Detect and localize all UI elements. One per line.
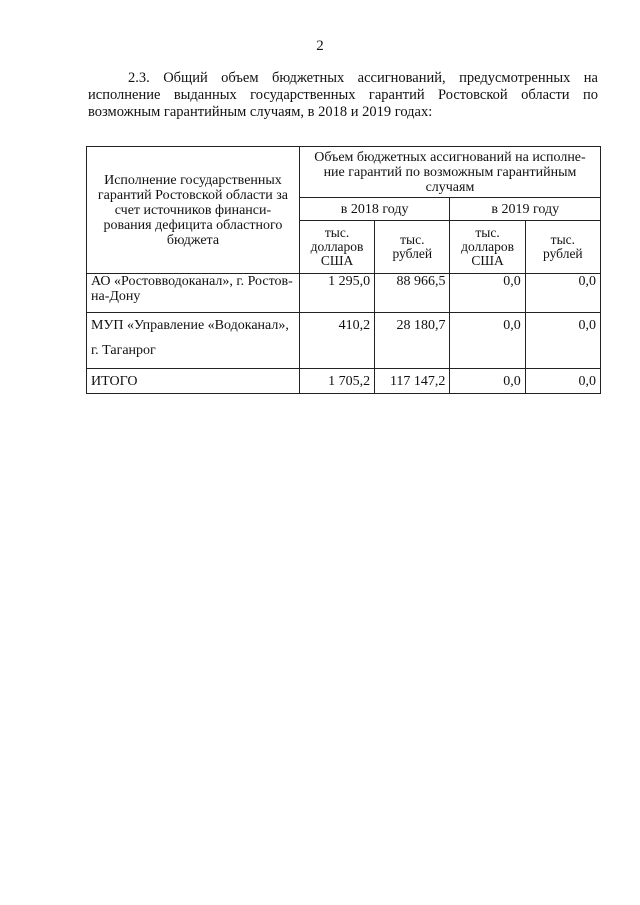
value-cell: 117 147,2 — [375, 369, 450, 394]
header-year-2019: в 2019 году — [450, 198, 601, 221]
intro-paragraph: 2.3. Общий объем бюджетных ассигнований, предусмотренных на исполнение выданных государственных гарантий Ростовской области по возможным гарантийным случаям, в 2018 и 2019 годах: — [88, 70, 598, 120]
value-cell: 0,0 — [525, 274, 600, 313]
table-row — [87, 313, 601, 369]
row-label-cell: АО «Ростовводоканал», г. Ростов-на-Дону — [87, 274, 300, 313]
header-label-cell: Исполнение государственных гарантий Ростовской области за счет источников финанси-рования дефицита областного бюджета — [87, 147, 300, 274]
header-unit-cell: тыс. долларов США — [450, 221, 525, 274]
page-number: 2 — [316, 38, 324, 54]
value-cell: 28 180,7 — [375, 313, 450, 369]
value-cell: 0,0 — [450, 274, 525, 313]
header-year-2018: в 2018 году — [299, 198, 450, 221]
header-top-cell: Объем бюджетных ассигнований на исполне-ние гарантий по возможным гарантийным случаям — [299, 147, 600, 198]
value-cell: 0,0 — [450, 369, 525, 394]
value-cell: 0,0 — [525, 313, 600, 369]
value-cell: 0,0 — [450, 313, 525, 369]
header-unit-cell: тыс. рублей — [375, 221, 450, 274]
value-cell: 1 295,0 — [299, 274, 374, 313]
value-cell: 1 705,2 — [299, 369, 374, 394]
header-unit-cell: тыс. рублей — [525, 221, 600, 274]
value-cell: 0,0 — [525, 369, 600, 394]
row-label-cell: ИТОГО — [87, 369, 300, 394]
row-label-cell: МУП «Управление «Водоканал», г. Таганрог — [87, 313, 300, 369]
header-row-1 — [87, 147, 601, 198]
value-cell: 410,2 — [299, 313, 374, 369]
value-cell: 88 966,5 — [375, 274, 450, 313]
table-row — [87, 274, 601, 313]
header-unit-cell: тыс. долларов США — [299, 221, 374, 274]
total-row — [87, 369, 601, 394]
budget-table — [86, 146, 601, 394]
